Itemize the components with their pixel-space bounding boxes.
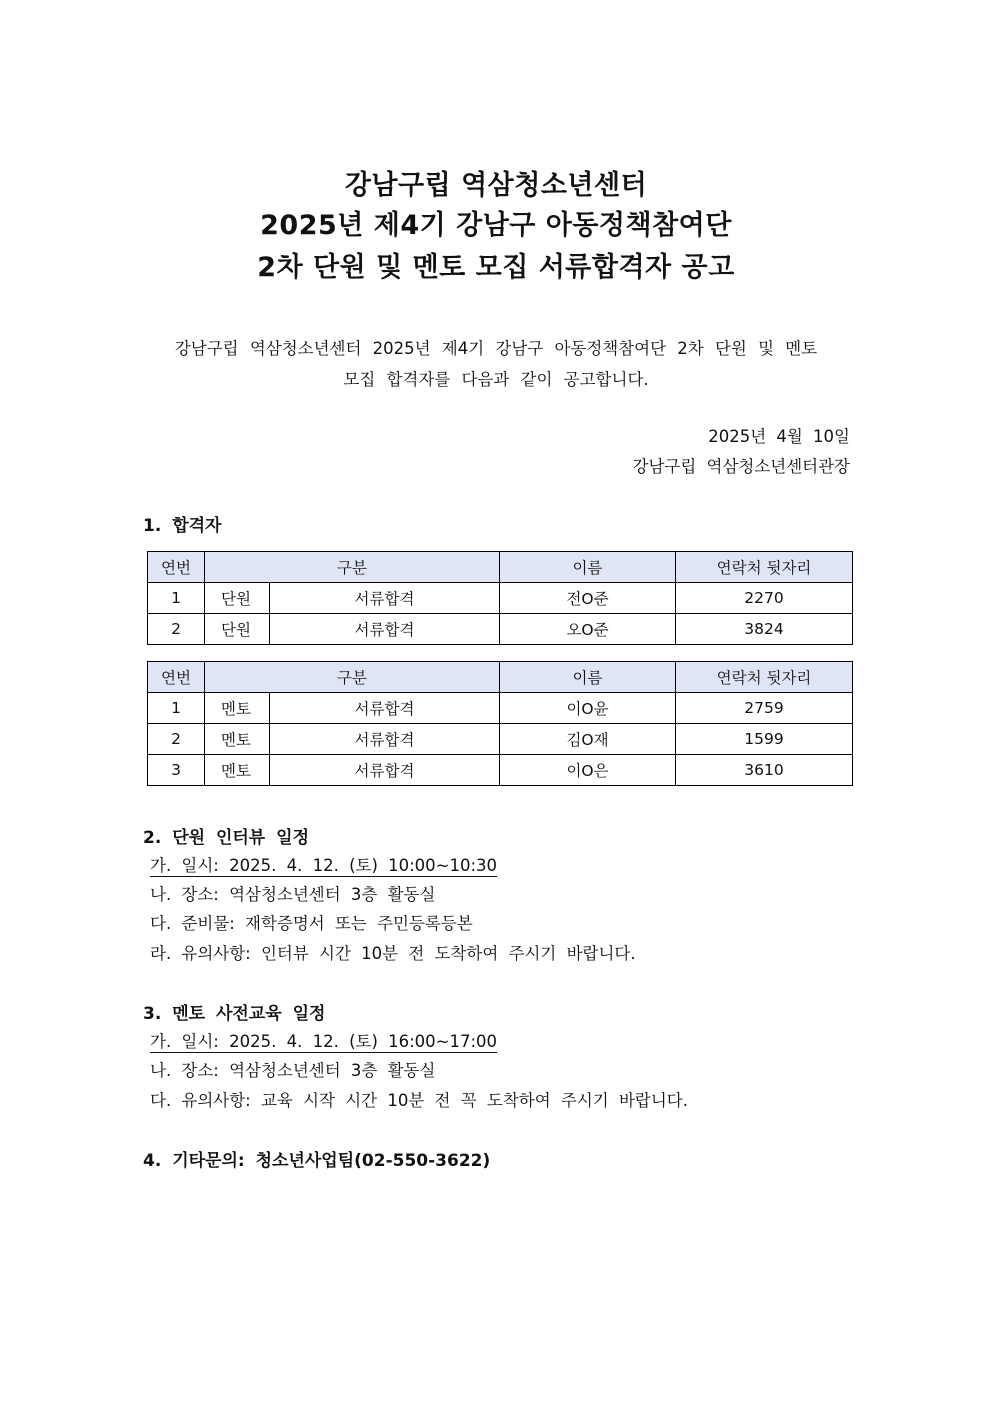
cell-phone: 2759 (676, 693, 853, 724)
header-phone: 연락처 뒷자리 (676, 662, 853, 693)
signature: 강남구립 역삼청소년센터관장 (632, 457, 850, 476)
header-no: 연번 (148, 662, 205, 693)
section-2-title: 2. 단원 인터뷰 일정 (143, 828, 309, 848)
cell-no: 1 (148, 693, 205, 724)
members-table (147, 551, 853, 645)
header-phone: 연락처 뒷자리 (676, 552, 853, 583)
table-row (148, 583, 853, 614)
cell-phone: 1599 (676, 724, 853, 755)
mentors-table (147, 661, 853, 786)
cell-no: 2 (148, 614, 205, 645)
cell-phone: 3610 (676, 755, 853, 786)
cell-no: 3 (148, 755, 205, 786)
table-row (148, 693, 853, 724)
intro-line-1: 강남구립 역삼청소년센터 2025년 제4기 강남구 아동정책참여단 2차 단원 및 멘토 (174, 339, 818, 358)
cell-name: 이O은 (500, 755, 676, 786)
table-row (148, 755, 853, 786)
section-4-contact: 4. 기타문의: 청소년사업팀(02-550-3622) (143, 1151, 491, 1171)
table-header-row (148, 662, 853, 693)
header-name: 이름 (500, 662, 676, 693)
interview-documents: 다. 준비물: 재학증명서 또는 주민등록등본 (150, 914, 473, 933)
cell-status: 서류합격 (270, 583, 500, 614)
table-row (148, 614, 853, 645)
intro-line-2: 모집 합격자를 다음과 같이 공고합니다. (343, 370, 649, 389)
cell-status: 서류합격 (270, 614, 500, 645)
cell-no: 1 (148, 583, 205, 614)
cell-phone: 2270 (676, 583, 853, 614)
cell-role: 단원 (205, 583, 270, 614)
table-row (148, 724, 853, 755)
training-notice: 다. 유의사항: 교육 시작 시간 10분 전 꼭 도착하여 주시기 바랍니다. (150, 1091, 688, 1110)
title-line-3: 2차 단원 및 멘토 모집 서류합격자 공고 (257, 252, 735, 283)
cell-phone: 3824 (676, 614, 853, 645)
interview-notice: 라. 유의사항: 인터뷰 시간 10분 전 도착하여 주시기 바랍니다. (150, 944, 636, 963)
cell-role: 단원 (205, 614, 270, 645)
section-1-title: 1. 합격자 (143, 516, 222, 536)
title-line-2: 2025년 제4기 강남구 아동정책참여단 (260, 210, 732, 241)
cell-status: 서류합격 (270, 693, 500, 724)
cell-role: 멘토 (205, 693, 270, 724)
training-datetime: 가. 일시: 2025. 4. 12. (토) 16:00~17:00 (150, 1032, 498, 1051)
cell-status: 서류합격 (270, 724, 500, 755)
announcement-date: 2025년 4월 10일 (708, 427, 850, 446)
header-category: 구분 (205, 662, 500, 693)
cell-name: 이O윤 (500, 693, 676, 724)
title-line-1: 강남구립 역삼청소년센터 (344, 170, 648, 201)
cell-role: 멘토 (205, 724, 270, 755)
cell-no: 2 (148, 724, 205, 755)
cell-name: 전O준 (500, 583, 676, 614)
cell-role: 멘토 (205, 755, 270, 786)
interview-datetime: 가. 일시: 2025. 4. 12. (토) 10:00~10:30 (150, 856, 498, 875)
interview-location: 나. 장소: 역삼청소년센터 3층 활동실 (150, 885, 436, 904)
cell-status: 서류합격 (270, 755, 500, 786)
header-name: 이름 (500, 552, 676, 583)
header-category: 구분 (205, 552, 500, 583)
cell-name: 김O재 (500, 724, 676, 755)
training-location: 나. 장소: 역삼청소년센터 3층 활동실 (150, 1061, 436, 1080)
header-no: 연번 (148, 552, 205, 583)
cell-name: 오O준 (500, 614, 676, 645)
table-header-row (148, 552, 853, 583)
section-3-title: 3. 멘토 사전교육 일정 (143, 1004, 326, 1024)
